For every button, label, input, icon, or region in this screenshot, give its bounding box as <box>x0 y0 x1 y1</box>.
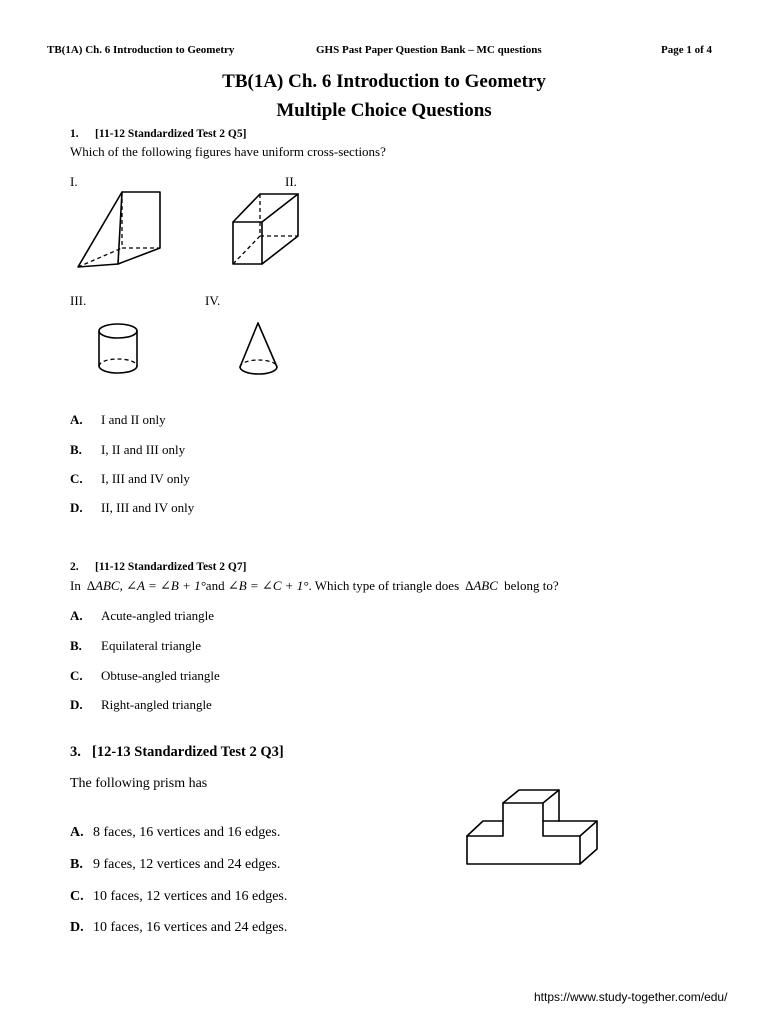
page-title: TB(1A) Ch. 6 Introduction to Geometry <box>222 71 546 92</box>
q3-text: The following prism has <box>70 776 208 791</box>
q1-figure-label-2: II. <box>285 174 297 189</box>
q2-text-suffix: belong to? <box>504 578 559 593</box>
q3-option-a[interactable] <box>70 825 280 841</box>
option-text: II, III and IV only <box>101 500 195 515</box>
q1-figure-label-3: III. <box>70 293 87 308</box>
q2-source: [11-12 Standardized Test 2 Q7] <box>95 561 247 573</box>
option-text: 9 faces, 12 vertices and 24 edges. <box>93 857 281 872</box>
header-left: TB(1A) Ch. 6 Introduction to Geometry <box>47 44 235 56</box>
option-letter: D. <box>70 697 83 712</box>
q2-number: 2. <box>70 561 79 573</box>
option-letter: A. <box>70 608 83 623</box>
option-text: I, II and III only <box>101 442 186 457</box>
q2-triangle-1: ∆ABC <box>87 578 120 593</box>
q1-text: Which of the following figures have uniform cross-sections? <box>70 144 386 159</box>
q3-number: 3. <box>70 744 81 760</box>
option-text: 10 faces, 16 vertices and 24 edges. <box>93 920 288 935</box>
option-letter: B. <box>70 638 82 653</box>
page-subtitle: Multiple Choice Questions <box>276 100 492 121</box>
header-page-number: Page 1 of 4 <box>661 44 713 56</box>
q2-text-middle: . Which type of triangle does <box>308 578 460 593</box>
q2-triangle-2: ∆ABC <box>465 578 498 593</box>
q1-figure-label-4: IV. <box>205 293 221 308</box>
q3-source: [12-13 Standardized Test 2 Q3] <box>92 744 284 760</box>
option-letter: A. <box>70 412 83 427</box>
q1-figure-label-1: I. <box>70 174 78 189</box>
q2-condition-2: ∠B = ∠C + 1° <box>227 578 309 593</box>
footer-url-link[interactable]: https://www.study-together.com/edu/ <box>534 990 728 1004</box>
option-text: I and II only <box>101 412 166 427</box>
option-text: Acute-angled triangle <box>101 608 214 623</box>
option-letter: C. <box>70 668 83 683</box>
option-letter: C. <box>70 471 83 486</box>
q3-option-c[interactable] <box>70 889 287 905</box>
q2-text-prefix: In <box>70 578 81 593</box>
q2-text-comma: , <box>119 578 123 593</box>
option-letter: B. <box>70 442 82 457</box>
option-letter: B. <box>70 857 83 872</box>
option-text: 10 faces, 12 vertices and 16 edges. <box>93 889 288 904</box>
option-text: I, III and IV only <box>101 471 190 486</box>
option-letter: D. <box>70 500 83 515</box>
q3-option-d[interactable] <box>70 920 287 936</box>
q2-condition-1: ∠A = ∠B + 1° <box>126 578 206 593</box>
option-text: 8 faces, 16 vertices and 16 edges. <box>93 825 281 840</box>
option-letter: A. <box>70 825 84 840</box>
option-letter: C. <box>70 889 84 904</box>
q1-number: 1. <box>70 128 79 140</box>
option-text: Equilateral triangle <box>101 638 201 653</box>
q1-source: [11-12 Standardized Test 2 Q5] <box>95 128 247 140</box>
q2-text-and: and <box>205 578 225 593</box>
option-text: Obtuse-angled triangle <box>101 668 220 683</box>
option-text: Right-angled triangle <box>101 697 212 712</box>
q3-option-b[interactable] <box>70 857 280 873</box>
option-letter: D. <box>70 920 84 935</box>
header-center: GHS Past Paper Question Bank – MC questions <box>316 44 542 56</box>
